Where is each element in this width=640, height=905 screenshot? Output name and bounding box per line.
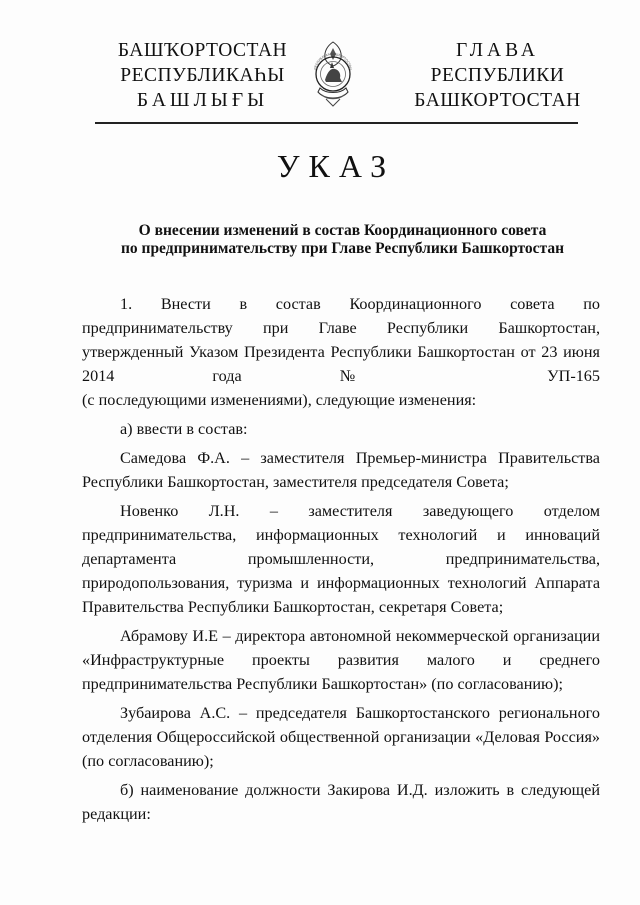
emblem-seal-text: РЕСПУБЛИКА БАШКОРТОСТАН <box>313 51 353 70</box>
paragraph-4: Новенко Л.Н. – заместителя заведующего отделом предпринимательства, информационных технологий и инноваций департамента промышленности, предпринимательства, природопользования, туризма и информационных технологий Аппарата Правительства Республики Башкортостан, секретаря Совета; <box>82 502 600 616</box>
header-left-line-3: БАШЛЫҒЫ <box>136 90 269 111</box>
header-left-line-2: РЕСПУБЛИКАҺЫ <box>120 65 285 86</box>
paragraph-7: б) наименование должности Закирова И.Д. изложить в следующей редакции: <box>82 781 600 823</box>
document-body <box>82 292 600 826</box>
header-right-line-3: БАШКОРТОСТАН <box>414 90 581 111</box>
paragraph-6: Зубаирова А.С. – председателя Башкортостанского регионального отделения Общероссийской общественной организации «Деловая Россия» (по согласованию); <box>82 704 600 770</box>
subject-line-2: по предпринимательству при Главе Республики Башкортостан <box>120 240 565 257</box>
subject-line-1: О внесении изменений в состав Координационного совета <box>138 222 547 239</box>
document-subject <box>90 222 595 258</box>
header-russian-title <box>405 38 590 113</box>
paragraph-3: Самедова Ф.А. – заместителя Премьер-министра Правительства Республики Башкортостан, заместителя председателя Совета; <box>82 449 600 491</box>
header-right-line-1: ГЛАВА <box>456 40 539 61</box>
paragraph-1-tail: (с последующими изменениями), следующие изменения: <box>82 391 477 409</box>
paragraph-5: Абрамову И.Е – директора автономной некоммерческой организации «Инфраструктурные проекты развития малого и среднего предпринимательства Республики Башкортостан» (по согласованию); <box>82 627 600 693</box>
paragraph-1-text: 1. Внести в состав Координационного совета по предпринимательству при Главе Республики Башкортостан, утвержденный Указом Президента Республики Башкортостан от 23 июня 2014 года № УП-165 <box>82 295 600 385</box>
paragraph-2: а) ввести в состав: <box>120 420 248 438</box>
coat-of-arms-icon <box>308 40 358 110</box>
document-title: УКАЗ <box>276 148 396 184</box>
header-bashkir-title <box>95 38 310 113</box>
paragraph-1 <box>82 292 600 388</box>
header-left-line-1: БАШҠОРТОСТАН <box>117 40 288 61</box>
header-right-line-2: РЕСПУБЛИКИ <box>430 65 565 86</box>
header-divider <box>95 122 578 124</box>
